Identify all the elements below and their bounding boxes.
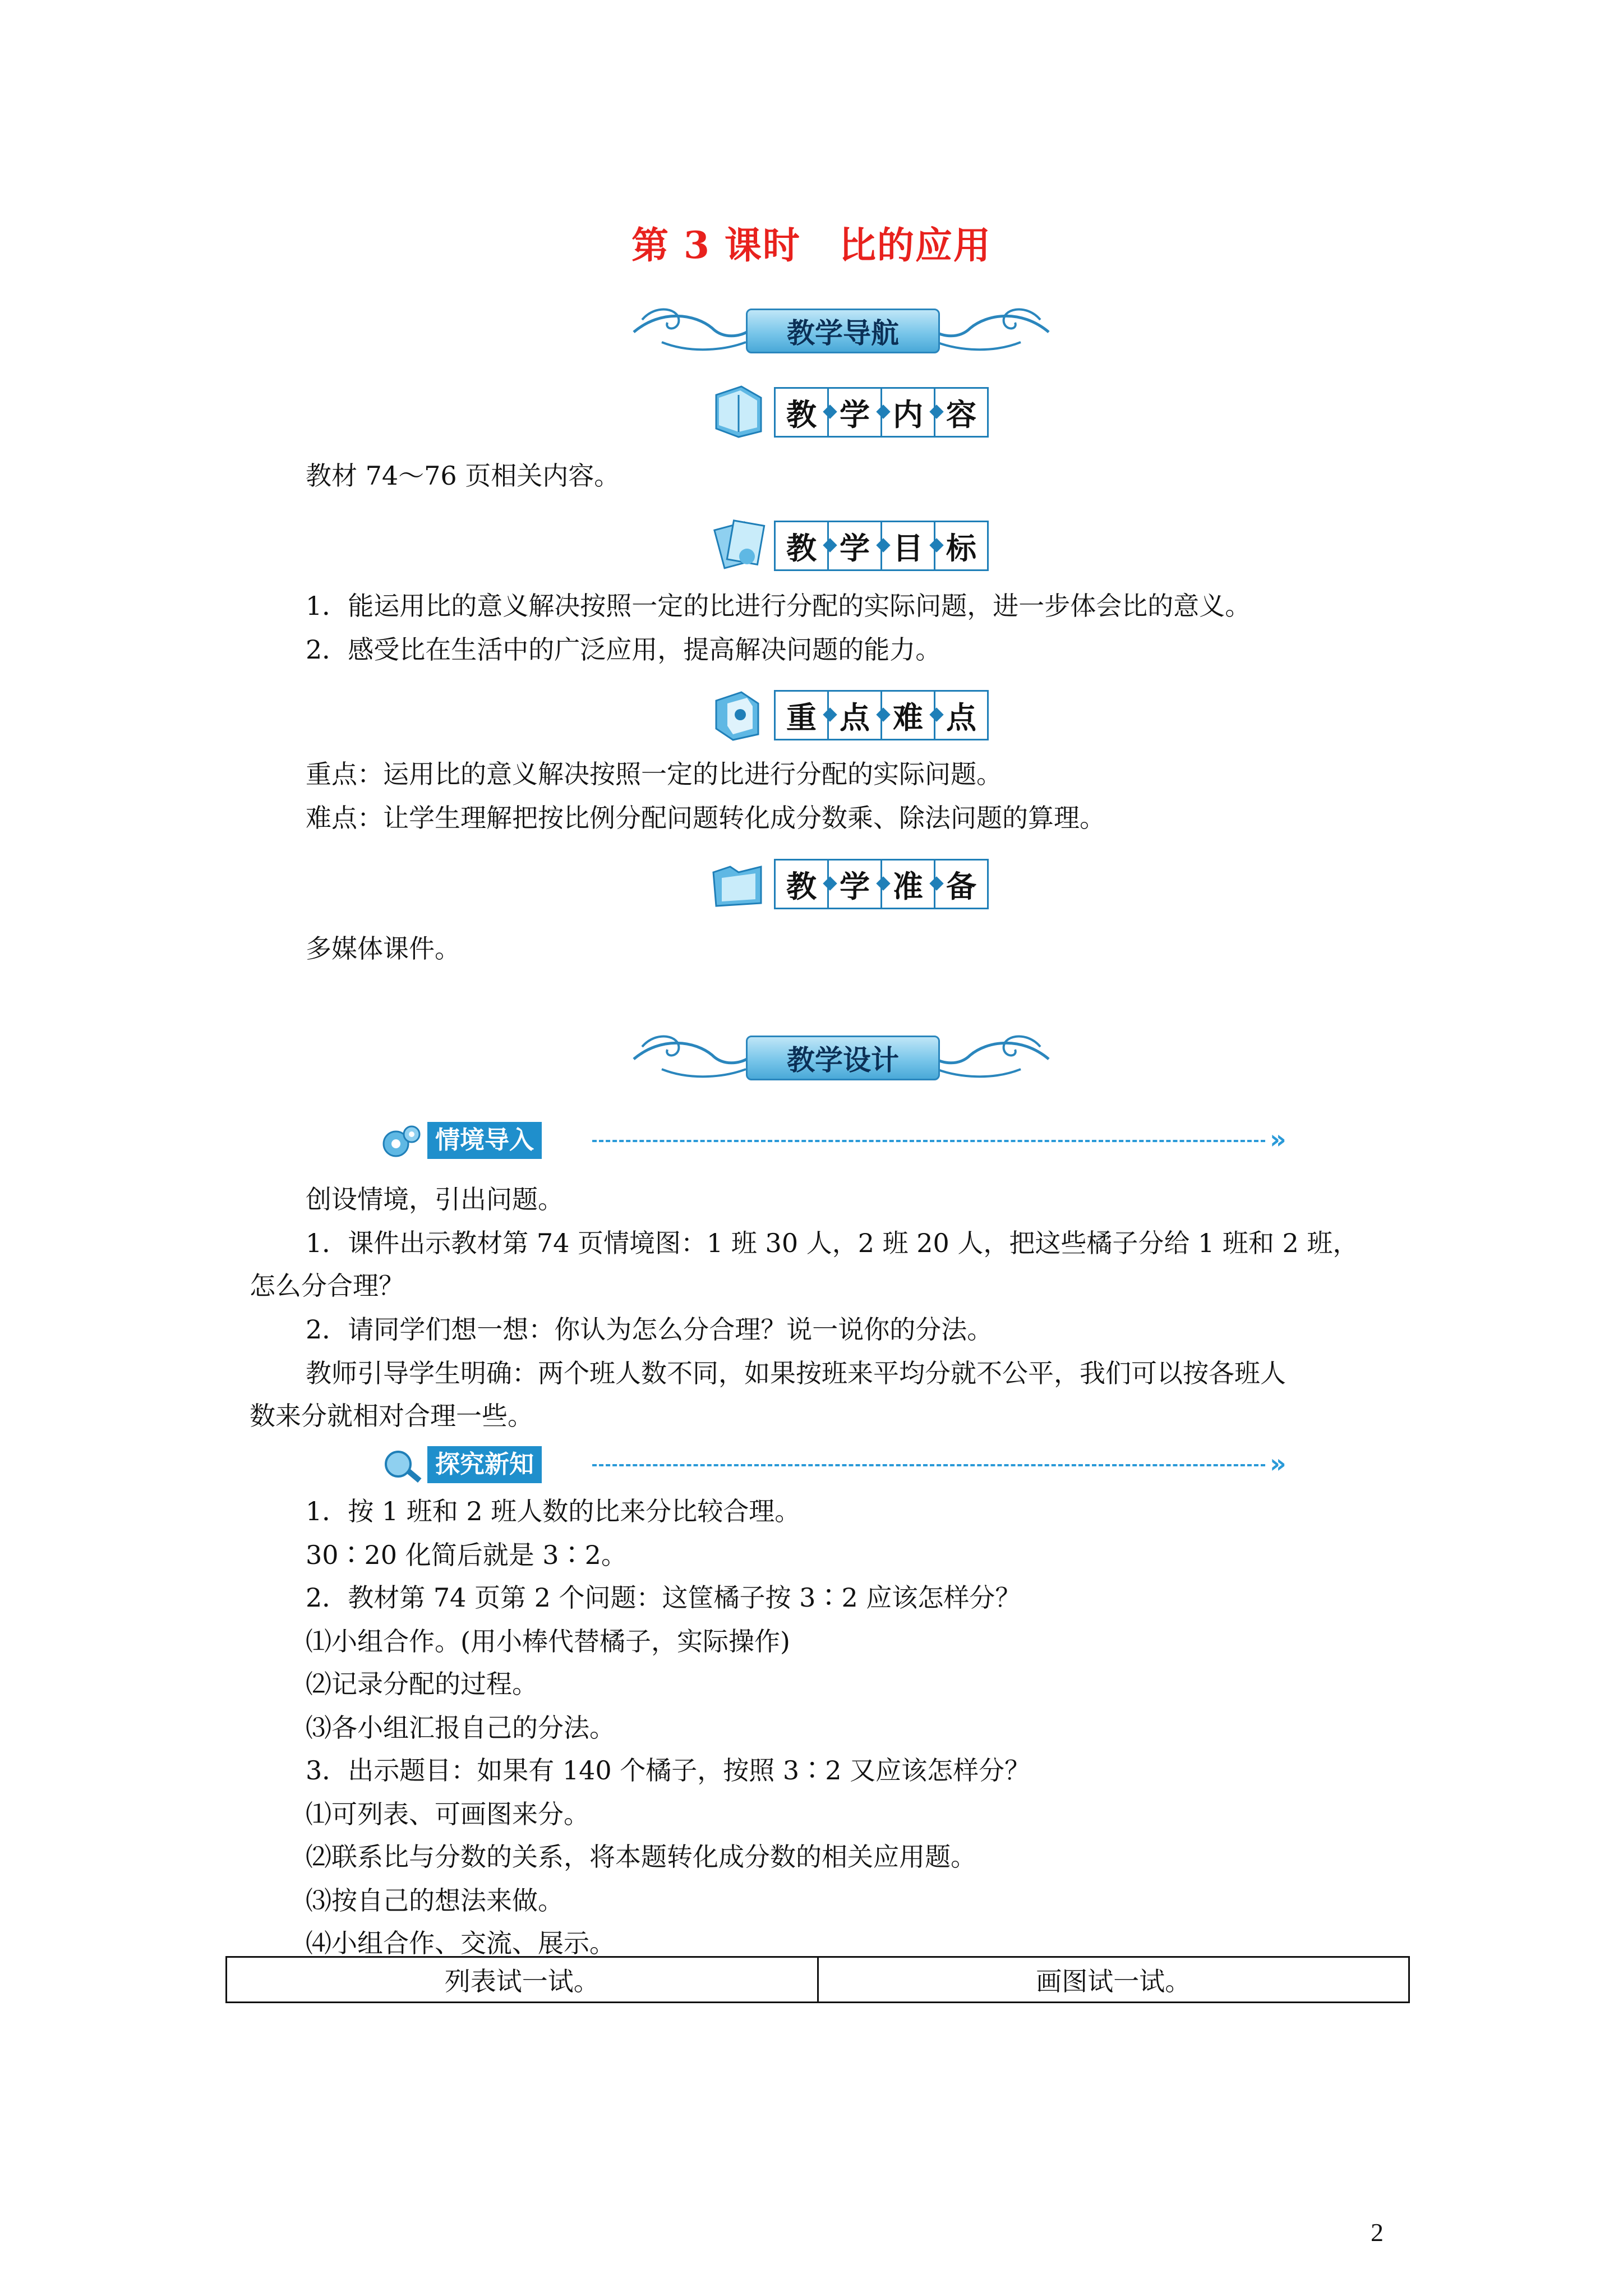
book-icon (708, 378, 769, 440)
intro-item: 教师引导学生明确：两个班人数不同，如果按班来平均分就不公平，我们可以按各班人 (306, 1358, 1286, 1388)
heading-char: 目 (880, 521, 935, 571)
heading-char: 内 (880, 387, 935, 438)
dashed-divider (592, 1464, 1265, 1466)
heading-char: 容 (934, 387, 989, 438)
page-title: 第 3 课时 比的应用 (631, 223, 992, 267)
explore-line: ⑶各小组汇报自己的分法。 (306, 1713, 615, 1743)
dashed-divider (592, 1140, 1265, 1142)
heading-char: 准 (880, 859, 935, 909)
heading-char: 点 (934, 690, 989, 740)
tag-label: 探究新知 (427, 1446, 542, 1483)
explore-line: ⑴小组合作。(用小棒代替橘子，实际操作) (306, 1626, 790, 1657)
heading-char: 备 (934, 859, 989, 909)
heading-char: 点 (827, 690, 882, 740)
intro-item: 2．请同学们想一想：你认为怎么分合理？说一说你的分法。 (306, 1314, 993, 1345)
table-cell: 列表试一试。 (227, 1958, 819, 2001)
banner-label: 教学导航 (746, 309, 940, 353)
heading-char: 重 (774, 690, 829, 740)
explore-line: ⑶按自己的想法来做。 (306, 1885, 564, 1916)
prep-text: 多媒体课件。 (306, 933, 460, 964)
page-number: 2 (1371, 2218, 1384, 2247)
content-text: 教材 74～76 页相关内容。 (306, 461, 620, 491)
explore-line: ⑵记录分配的过程。 (306, 1669, 538, 1699)
documents-icon (708, 681, 769, 743)
intro-item: 1．课件出示教材第 74 页情境图：1 班 30 人，2 班 20 人，把这些橘子分给 1 班和 2 班， (306, 1228, 1359, 1258)
heading-char: 学 (827, 859, 882, 909)
double-arrow-icon: » (1270, 1124, 1287, 1154)
gears-icon (379, 1119, 424, 1162)
heading-char: 教 (774, 859, 829, 909)
heading-char: 学 (827, 387, 882, 438)
explore-line: ⑵联系比与分数的关系，将本题转化成分数的相关应用题。 (306, 1842, 976, 1872)
banner-teaching-navigation (628, 297, 1054, 359)
heading-char: 标 (934, 521, 989, 571)
heading-char: 难 (880, 690, 935, 740)
intro-item-cont: 怎么分合理？ (250, 1271, 404, 1301)
explore-line: 2．教材第 74 页第 2 个问题：这筐橘子按 3∶2 应该怎样分？ (306, 1582, 1021, 1613)
explore-line: 1．按 1 班和 2 班人数的比来分比较合理。 (306, 1496, 801, 1526)
tag-label: 情境导入 (427, 1122, 542, 1159)
explore-line: ⑴可列表、可画图来分。 (306, 1799, 589, 1829)
explore-line: 3．出示题目：如果有 140 个橘子，按照 3∶2 又应该怎样分？ (306, 1755, 1031, 1786)
banner-label: 教学设计 (746, 1036, 940, 1080)
section-tag-explore (379, 1443, 1287, 1488)
heading-char: 教 (774, 521, 829, 571)
activity-table (225, 1956, 1410, 2003)
explore-line: ⑷小组合作、交流、展示。 (306, 1928, 615, 1958)
intro-lead: 创设情境，引出问题。 (306, 1184, 564, 1214)
explore-line: 30∶20 化简后就是 3∶2。 (306, 1540, 627, 1570)
banner-teaching-design (628, 1024, 1054, 1086)
difficult-point: 难点：让学生理解把按比例分配问题转化成分数乘、除法问题的算理。 (306, 803, 1105, 833)
section-tag-intro (379, 1119, 1287, 1163)
goal-item: 1．能运用比的意义解决按照一定的比进行分配的实际问题，进一步体会比的意义。 (306, 591, 1251, 621)
table-cell: 画图试一试。 (1036, 1966, 1191, 1996)
key-point: 重点：运用比的意义解决按照一定的比进行分配的实际问题。 (306, 759, 1002, 789)
heading-char: 学 (827, 521, 882, 571)
heading-char: 教 (774, 387, 829, 438)
magnifier-icon (379, 1443, 424, 1487)
intro-item-cont: 数来分就相对合理一些。 (250, 1401, 533, 1431)
papers-icon (708, 512, 769, 573)
folder-icon (708, 850, 769, 912)
goal-item: 2．感受比在生活中的广泛应用，提高解决问题的能力。 (306, 634, 942, 665)
double-arrow-icon: » (1270, 1448, 1287, 1479)
